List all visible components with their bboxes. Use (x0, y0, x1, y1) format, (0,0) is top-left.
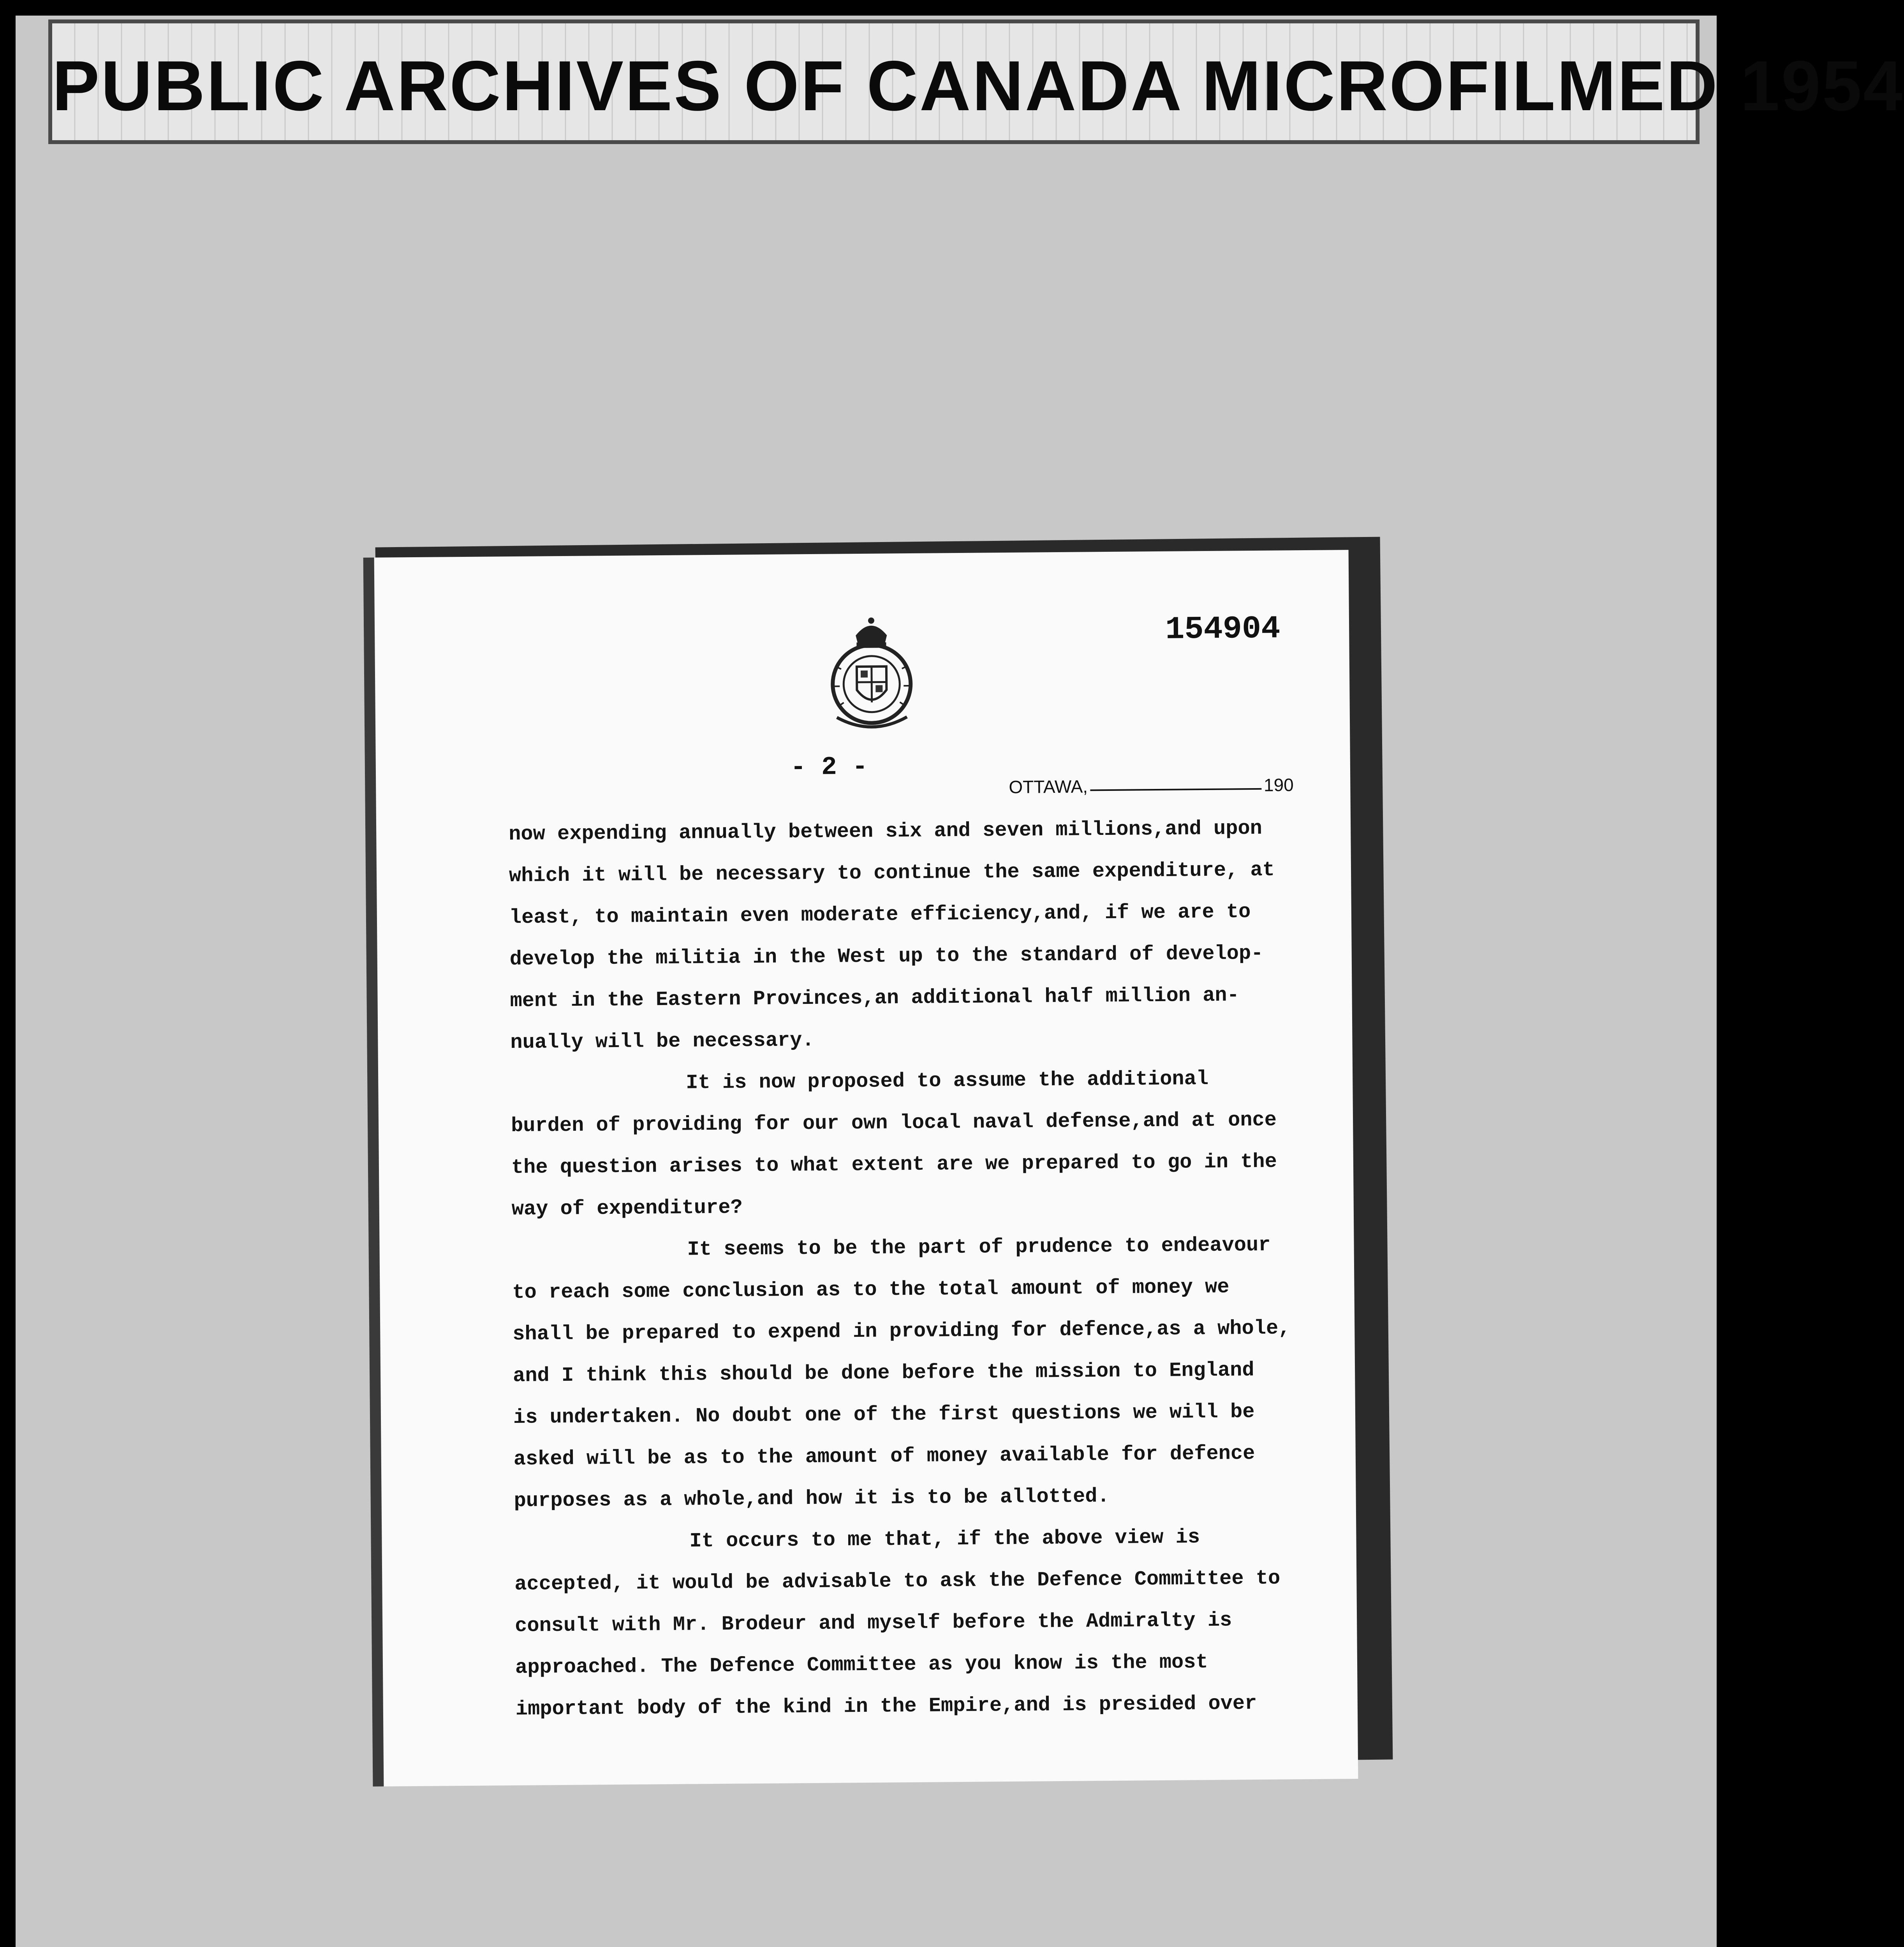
body-line: burden of providing for our own local naval defense,and at once (511, 1108, 1277, 1138)
body-line: accepted, it would be advisable to ask the Defence Committee to (514, 1567, 1280, 1596)
body-line: and I think this should be done before the mission to England (513, 1359, 1254, 1388)
body-line: purposes as a whole,and how it is to be allotted. (514, 1485, 1110, 1513)
body-line: least, to maintain even moderate efficiency,and, if we are to (509, 900, 1251, 929)
body-line: important body of the kind in the Empire,and is presided over (515, 1692, 1257, 1721)
body-line: asked will be as to the amount of money available for defence (513, 1442, 1255, 1471)
body-line: way of expenditure? (511, 1196, 743, 1221)
body-line: ment in the Eastern Provinces,an additional half million an- (510, 984, 1240, 1013)
letter-body (509, 807, 1333, 1730)
letterhead-place-date (1009, 774, 1294, 797)
body-line: consult with Mr. Brodeur and myself before the Admiralty is (514, 1609, 1232, 1638)
letter-page (363, 550, 1358, 1787)
date-blank (1090, 788, 1261, 791)
microfilm-frame (16, 16, 1904, 1947)
year-prefix: 190 (1263, 775, 1294, 795)
body-line: approached. The Defence Committee as you know is the most (515, 1651, 1208, 1679)
archive-banner (48, 19, 1904, 144)
document-number: 154904 (1165, 611, 1280, 648)
body-line: which it will be necessary to continue the same expenditure, at (509, 858, 1275, 888)
body-line: It occurs to me that, if the above view is (689, 1526, 1200, 1553)
body-line: the question arises to what extent are we prepared to go in the (511, 1150, 1277, 1179)
body-line: It is now proposed to assume the additional (686, 1067, 1209, 1095)
place-label: OTTAWA, (1009, 776, 1088, 797)
archive-banner-title: PUBLIC ARCHIVES OF CANADA MICROFILMED 1954 (52, 46, 1904, 125)
body-line: nually will be necessary. (510, 1028, 814, 1054)
page-number: - 2 - (790, 752, 868, 782)
body-line: It seems to be the part of prudence to endeavour (687, 1233, 1271, 1261)
body-line: now expending annually between six and seven millions,and upon (509, 817, 1263, 846)
body-line: develop the militia in the West up to the standard of develop- (509, 942, 1263, 971)
body-line: is undertaken. No doubt one of the first questions we will be (513, 1400, 1255, 1429)
body-line: to reach some conclusion as to the total amount of money we (512, 1275, 1229, 1304)
body-line: shall be prepared to expend in providing for defence,as a whole, (513, 1317, 1291, 1346)
ministry-crest-logo (813, 612, 931, 737)
